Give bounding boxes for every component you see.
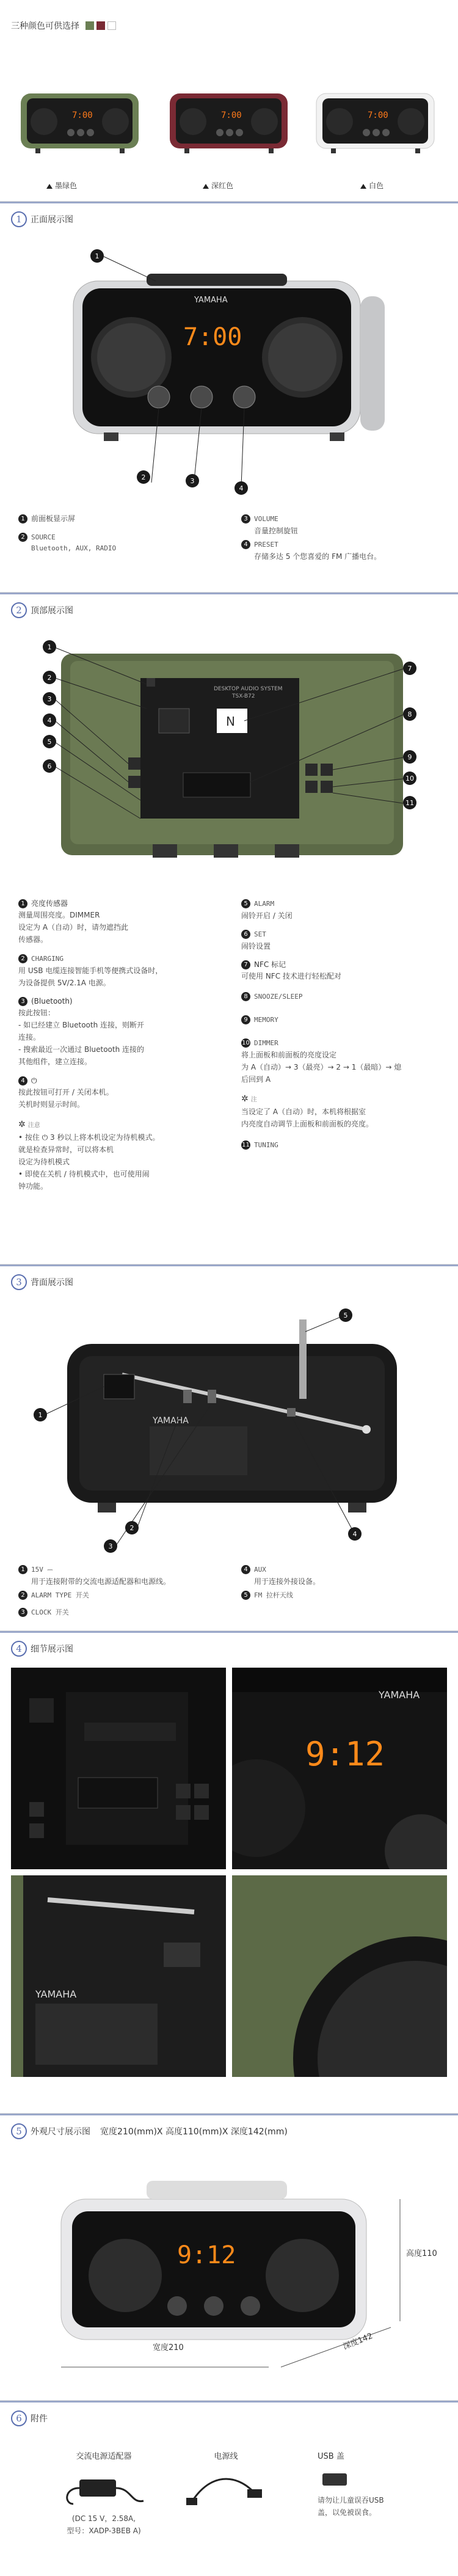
top-title: 顶部展示图 bbox=[31, 606, 73, 616]
item-label: 前面板显示屏 bbox=[31, 514, 76, 523]
item-number: 9 bbox=[241, 1015, 250, 1024]
item-number: 2 bbox=[18, 954, 27, 963]
callout-4: 4 bbox=[43, 713, 56, 727]
accessories-section bbox=[0, 2401, 458, 2576]
callout-3: 3 bbox=[104, 1539, 117, 1553]
item-label: CLOCK 开关 bbox=[31, 1608, 69, 1616]
variant-white-label: 白色 bbox=[369, 181, 384, 190]
detail-display-image bbox=[232, 1668, 447, 1869]
item-label: FM 拉杆天线 bbox=[254, 1591, 293, 1599]
accessories-title: 附件 bbox=[31, 2414, 48, 2424]
callout-5: 5 bbox=[339, 1308, 352, 1322]
display-time: 9:12 bbox=[305, 1735, 385, 1773]
item-number: 11 bbox=[242, 1142, 250, 1148]
svg-text:7:00: 7:00 bbox=[368, 111, 388, 120]
item-label: PRESET bbox=[254, 541, 278, 549]
variant-label-white bbox=[360, 180, 383, 191]
dims-heading bbox=[11, 2123, 288, 2139]
svg-text:7:00: 7:00 bbox=[221, 111, 242, 120]
item-line: 设定为 A（自动）时，请勿遮挡此 bbox=[18, 923, 129, 932]
swatch-white[interactable] bbox=[107, 21, 116, 30]
item-label: NFC 标记 bbox=[254, 960, 286, 969]
svg-text:7:00: 7:00 bbox=[72, 111, 93, 120]
item-line: 钟功能。 bbox=[18, 1182, 48, 1191]
item-sub: 音量控制旋钮 bbox=[254, 527, 299, 535]
front-section bbox=[0, 202, 458, 593]
front-item-4 bbox=[241, 539, 381, 563]
item-label: SNOOZE/SLEEP bbox=[254, 993, 303, 1001]
triangle-icon bbox=[46, 184, 53, 189]
accessory-adapter bbox=[43, 2450, 165, 2537]
callout-6: 6 bbox=[43, 759, 56, 773]
item-label: SET bbox=[254, 930, 266, 938]
accessory-label: 交流电源适配器 bbox=[76, 2452, 132, 2461]
back-heading bbox=[11, 1274, 73, 1290]
callout-4: 4 bbox=[234, 481, 248, 495]
svg-text:DESKTOP AUDIO SYSTEM: DESKTOP AUDIO SYSTEM bbox=[214, 686, 283, 692]
item-number: 1 bbox=[18, 514, 27, 524]
front-item-3 bbox=[241, 513, 298, 537]
back-item-2 bbox=[18, 1589, 89, 1601]
top-left-note bbox=[18, 1119, 226, 1192]
top-right-item-9 bbox=[241, 1014, 443, 1026]
item-label: CHARGING bbox=[31, 955, 64, 963]
details-section bbox=[0, 1631, 458, 2114]
item-number: 3 bbox=[241, 514, 250, 524]
item-number: 7 bbox=[241, 960, 250, 969]
section-number: 4 bbox=[11, 1641, 27, 1657]
variant-green-label: 墨绿色 bbox=[55, 181, 78, 190]
triangle-icon bbox=[360, 184, 366, 189]
usb-cap-icon bbox=[318, 2467, 354, 2492]
item-number: 4 bbox=[18, 1076, 27, 1085]
variant-white[interactable] bbox=[313, 89, 438, 159]
height-label: 高度110 bbox=[406, 2249, 437, 2258]
detail-photo-back bbox=[11, 1875, 226, 2077]
note-icon: ✲ bbox=[241, 1094, 249, 1104]
front-item-1 bbox=[18, 513, 75, 524]
item-line: 设定为待机模式 bbox=[18, 1158, 70, 1166]
variant-green[interactable] bbox=[17, 89, 142, 159]
top-left-item-1 bbox=[18, 898, 220, 946]
variant-red[interactable] bbox=[166, 89, 291, 159]
callout-4: 4 bbox=[348, 1527, 362, 1541]
note-icon: ✲ bbox=[18, 1120, 26, 1129]
usb-note-2: 盖，以免被误食。 bbox=[318, 2508, 377, 2517]
item-label: SOURCE bbox=[31, 533, 56, 541]
top-left-item-2 bbox=[18, 953, 220, 989]
item-number: 1 bbox=[18, 899, 27, 908]
item-sub: Bluetooth, AUX, RADIO bbox=[31, 544, 117, 552]
dims-spec: 宽度210(mm)X 高度110(mm)X 深度142(mm) bbox=[100, 2127, 288, 2137]
section-divider bbox=[0, 1264, 458, 1266]
item-line: - 搜索最近一次通过 Bluetooth 连接的 bbox=[18, 1045, 145, 1054]
variant-label-green bbox=[46, 180, 77, 191]
callout-9: 9 bbox=[403, 750, 416, 764]
svg-text:TSX-B72: TSX-B72 bbox=[232, 693, 255, 699]
top-section bbox=[0, 593, 458, 1264]
item-line: 将上面板和前面板的亮度设定 bbox=[241, 1051, 337, 1059]
front-title: 正面展示图 bbox=[31, 215, 73, 225]
item-line: 传感器。 bbox=[18, 935, 48, 944]
top-right-item-7 bbox=[241, 959, 443, 982]
back-title: 背面展示图 bbox=[31, 1278, 73, 1288]
top-view-image bbox=[0, 641, 458, 874]
top-right-item-8 bbox=[241, 991, 443, 1002]
accessory-label: 电源线 bbox=[214, 2452, 238, 2461]
note-label: 注 bbox=[250, 1096, 257, 1103]
back-item-1 bbox=[18, 1564, 170, 1588]
back-item-4 bbox=[241, 1564, 320, 1588]
front-item-2 bbox=[18, 531, 116, 554]
item-number: 4 bbox=[241, 540, 250, 549]
triangle-icon bbox=[203, 184, 209, 189]
front-view-image bbox=[0, 238, 458, 495]
detail-photo-top bbox=[11, 1668, 226, 1869]
section-number: 1 bbox=[11, 211, 27, 227]
svg-text:YAMAHA: YAMAHA bbox=[379, 1689, 420, 1701]
item-label: MEMORY bbox=[254, 1016, 278, 1024]
adapter-note-1: (DC 15 V，2.58A, bbox=[71, 2514, 136, 2523]
dims-title: 外观尺寸展示图 bbox=[31, 2127, 90, 2137]
callout-1: 1 bbox=[90, 249, 104, 263]
section-number: 5 bbox=[11, 2123, 27, 2139]
callout-3: 3 bbox=[186, 474, 199, 487]
top-right-item-5 bbox=[241, 898, 443, 922]
details-title: 细节展示图 bbox=[31, 1644, 73, 1654]
front-heading bbox=[11, 211, 73, 227]
power-cord-icon bbox=[180, 2467, 272, 2510]
item-number: 2 bbox=[18, 1591, 27, 1600]
item-label: 亮度传感器 bbox=[31, 899, 68, 908]
item-label: AUX bbox=[254, 1566, 266, 1574]
top-left-item-3 bbox=[18, 996, 220, 1068]
adapter-icon bbox=[58, 2467, 150, 2510]
item-line: 其他组件，建立连接。 bbox=[18, 1057, 92, 1066]
item-number: 6 bbox=[241, 930, 250, 939]
item-line: 后回到 A bbox=[241, 1075, 271, 1084]
item-number: 2 bbox=[18, 533, 27, 542]
item-number: 8 bbox=[241, 992, 250, 1001]
depth-label: 深度142 bbox=[341, 2331, 374, 2352]
callout-2: 2 bbox=[137, 470, 150, 484]
width-label: 宽度210 bbox=[153, 2343, 184, 2352]
callout-1: 1 bbox=[34, 1408, 47, 1421]
item-line: 就是检查异常时，可以将本机 bbox=[18, 1145, 114, 1154]
callout-3: 3 bbox=[43, 692, 56, 706]
section-divider bbox=[0, 2114, 458, 2115]
item-sub: 用于连接外接设备。 bbox=[254, 1577, 321, 1586]
item-line: - 如已经建立 Bluetooth 连接，则断开 bbox=[18, 1021, 145, 1029]
adapter-note-2: 型号：XADP-3BEB A) bbox=[67, 2527, 141, 2535]
item-line: 用 USB 电缆连接智能手机等便携式设备时， bbox=[18, 966, 163, 975]
item-line: 按此按钮： bbox=[18, 1009, 56, 1017]
section-divider bbox=[0, 202, 458, 203]
radio-red-image bbox=[166, 89, 291, 159]
item-number: 1 bbox=[18, 1565, 27, 1574]
item-line: 为 A（自动）→ 3（最亮）→ 2 → 1（最暗）→ 熄 bbox=[241, 1063, 402, 1071]
variant-red-label: 深红色 bbox=[211, 181, 234, 190]
detail-photo-display bbox=[232, 1668, 447, 1869]
item-label: ALARM TYPE 开关 bbox=[31, 1591, 89, 1599]
top-right-item-10 bbox=[241, 1037, 449, 1085]
callout-7: 7 bbox=[403, 662, 416, 675]
power-icon: ⏻ bbox=[31, 1076, 37, 1085]
swatch-green[interactable] bbox=[85, 21, 94, 30]
top-right-note bbox=[241, 1093, 449, 1130]
dims-image bbox=[0, 2156, 458, 2395]
item-label: TUNING bbox=[254, 1141, 278, 1149]
item-line: 测量周围亮度。DIMMER bbox=[18, 911, 100, 919]
section-divider bbox=[0, 593, 458, 594]
display-time: 9:12 bbox=[177, 2241, 236, 2269]
item-line: 内亮度自动调节上面板和前面板的亮度。 bbox=[241, 1120, 374, 1128]
radio-white-image bbox=[313, 89, 438, 159]
svg-text:7:00: 7:00 bbox=[183, 323, 242, 351]
note-label: 注意 bbox=[27, 1122, 40, 1129]
svg-text:YAMAHA: YAMAHA bbox=[153, 1416, 189, 1426]
callout-11: 11 bbox=[403, 796, 416, 809]
item-sub: 存储多达 5 个您喜爱的 FM 广播电台。 bbox=[254, 552, 382, 561]
item-label: 15V ⎓ bbox=[31, 1566, 53, 1574]
colors-heading bbox=[11, 20, 116, 32]
item-number: 3 bbox=[18, 997, 27, 1006]
callout-1: 1 bbox=[43, 640, 56, 654]
detail-top-panel-image bbox=[11, 1668, 226, 1869]
item-line: 可使用 NFC 技术进行轻松配对 bbox=[241, 972, 341, 980]
colors-title: 三种颜色可供选择 bbox=[11, 21, 79, 31]
accessories-heading bbox=[11, 2410, 48, 2426]
details-heading bbox=[11, 1641, 73, 1657]
back-view-image bbox=[0, 1307, 458, 1552]
back-item-3 bbox=[18, 1607, 69, 1618]
section-number: 3 bbox=[11, 1274, 27, 1290]
item-line: 按此按钮可打开 / 关闭本机。 bbox=[18, 1088, 114, 1096]
accessory-power-cord bbox=[177, 2450, 275, 2512]
callout-2: 2 bbox=[125, 1521, 139, 1534]
detail-photo-corner bbox=[232, 1875, 447, 2077]
item-line: • 按住 ⏻ 3 秒以上将本机设定为待机模式。 bbox=[18, 1133, 160, 1142]
section-number: 6 bbox=[11, 2410, 27, 2426]
item-line: • 即使在关机 / 待机模式中，也可使用闹 bbox=[18, 1170, 150, 1178]
radio-green-image bbox=[17, 89, 142, 159]
svg-text:YAMAHA: YAMAHA bbox=[35, 1988, 77, 2000]
item-label: DIMMER bbox=[254, 1039, 278, 1047]
back-item-5 bbox=[241, 1589, 293, 1601]
section-divider bbox=[0, 1631, 458, 1633]
accessory-label: USB 盖 bbox=[318, 2452, 344, 2461]
swatch-red[interactable] bbox=[96, 21, 105, 30]
item-number: 5 bbox=[241, 1591, 250, 1600]
colors-section bbox=[0, 0, 458, 202]
top-heading bbox=[11, 602, 73, 618]
detail-corner-image bbox=[232, 1875, 447, 2077]
item-line: 连接。 bbox=[18, 1033, 41, 1042]
callout-2: 2 bbox=[43, 671, 56, 684]
item-number: 5 bbox=[241, 899, 250, 908]
item-sub: 用于连接附带的交流电源适配器和电源线。 bbox=[31, 1577, 171, 1586]
dims-section bbox=[0, 2114, 458, 2401]
usb-note-1: 请勿让儿童误吞USB bbox=[318, 2496, 384, 2505]
item-line: 闹铃设置 bbox=[241, 942, 271, 950]
callout-10: 10 bbox=[403, 772, 416, 785]
top-left-item-4 bbox=[18, 1075, 220, 1111]
item-label: (Bluetooth) bbox=[31, 997, 73, 1005]
brand-logo: YAMAHA bbox=[194, 296, 228, 305]
section-divider bbox=[0, 2401, 458, 2403]
item-line: 关机时则显示时间。 bbox=[18, 1100, 85, 1109]
item-number: 3 bbox=[18, 1608, 27, 1617]
callout-5: 5 bbox=[43, 735, 56, 748]
variant-label-red bbox=[203, 180, 233, 191]
svg-text:N: N bbox=[226, 714, 235, 729]
item-line: 闹铃开启 / 关闭 bbox=[241, 911, 293, 920]
section-number: 2 bbox=[11, 602, 27, 618]
item-label: ALARM bbox=[254, 900, 275, 908]
top-right-item-11 bbox=[241, 1139, 443, 1151]
item-label: VOLUME bbox=[254, 515, 278, 523]
detail-back-panel-image bbox=[11, 1875, 226, 2077]
item-line: 当设定了 A（自动）时，本机将根据室 bbox=[241, 1107, 366, 1116]
item-number: 10 bbox=[242, 1040, 250, 1046]
item-number: 4 bbox=[241, 1565, 250, 1574]
accessory-usb-cap bbox=[318, 2450, 440, 2519]
callout-8: 8 bbox=[403, 707, 416, 721]
back-section bbox=[0, 1264, 458, 1631]
top-right-item-6 bbox=[241, 929, 443, 952]
item-line: 为设备提供 5V/2.1A 电源。 bbox=[18, 979, 111, 987]
